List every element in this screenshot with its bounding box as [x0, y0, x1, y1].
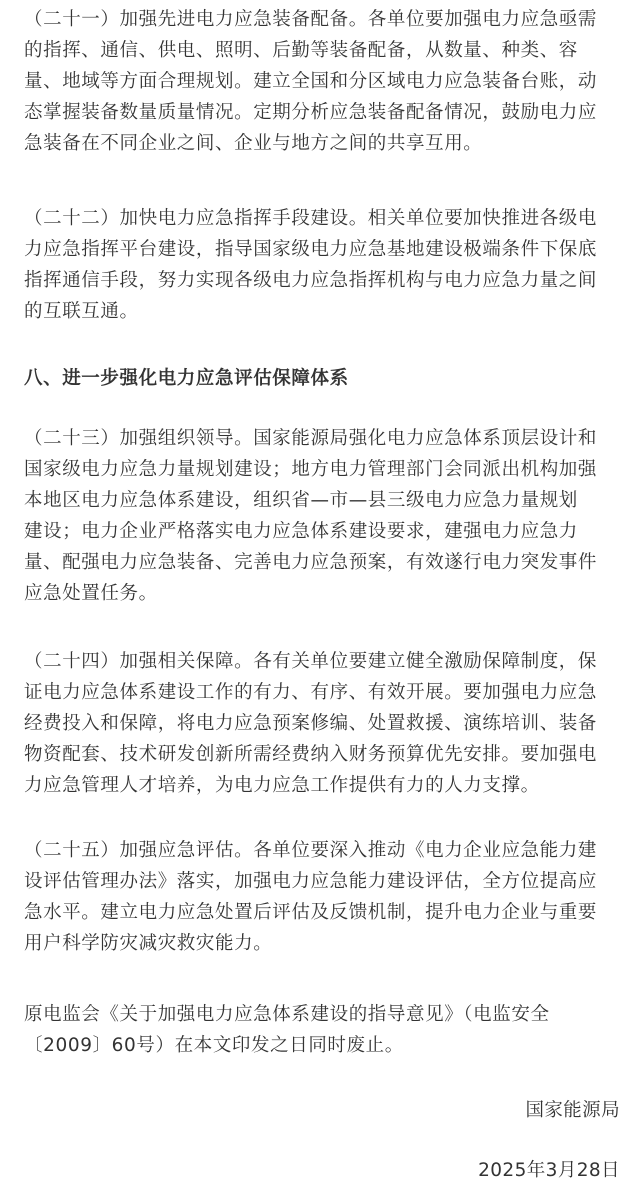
paragraph-21: （二十一）加强先进电力应急装备配备。各单位要加强电力应急亟需 的指挥、通信、供电、照明、后勤等装备配备，从数量、种类、容 量、地域等方面合理规划。建立全国和分区域电力应急装备台账，动 态掌握装备数量质量情况。定期分析应急装备配备情况，鼓励电力应 急装备在不同企业之间、企业与地方之间的共享互用。 [24, 9, 598, 154]
section-heading-8: 八、进一步强化电力应急评估保障体系 [24, 368, 349, 389]
abolish-notice: 原电监会《关于加强电力应急体系建设的指导意见》（电监安全 〔2009〕60号）在本文印发之日同时废止。 [24, 1004, 550, 1056]
paragraph-22: （二十二）加快电力应急指挥手段建设。相关单位要加快推进各级电 力应急指挥平台建设，指导国家级电力应急基地建设极端条件下保底 指挥通信手段，努力实现各级电力应急指挥机构与电力应急力量之间 的互联互通。 [24, 208, 598, 322]
paragraph-23: （二十三）加强组织领导。国家能源局强化电力应急体系顶层设计和 国家级电力应急力量规划建设；地方电力管理部门会同派出机构加强 本地区电力应急体系建设，组织省—市—县三级电力应急力量规划 建设；电力企业严格落实电力应急体系建设要求，建强电力应急力 量、配强电力应急装备、完善电力应急预案，有效遂行电力突发事件 应急处置任务。 [24, 428, 598, 604]
issue-date: 2025年3月28日 [478, 1160, 620, 1181]
paragraph-25: （二十五）加强应急评估。各单位要深入推动《电力企业应急能力建 设评估管理办法》落实，加强电力应急能力建设评估，全方位提高应 急水平。建立电力应急处置后评估及反馈机制，提升电力企业与重要 用户科学防灾减灾救灾能力。 [24, 840, 598, 954]
issuer-signature: 国家能源局 [525, 1100, 620, 1121]
paragraph-24: （二十四）加强相关保障。各有关单位要建立健全激励保障制度，保 证电力应急体系建设工作的有力、有序、有效开展。要加强电力应急 经费投入和保障，将电力应急预案修编、处置救援、演练培训、装备 物资配套、技术研发创新所需经费纳入财务预算优先安排。要加强电 力应急管理人才培养，为电力应急工作提供有力的人力支撑。 [24, 651, 598, 796]
